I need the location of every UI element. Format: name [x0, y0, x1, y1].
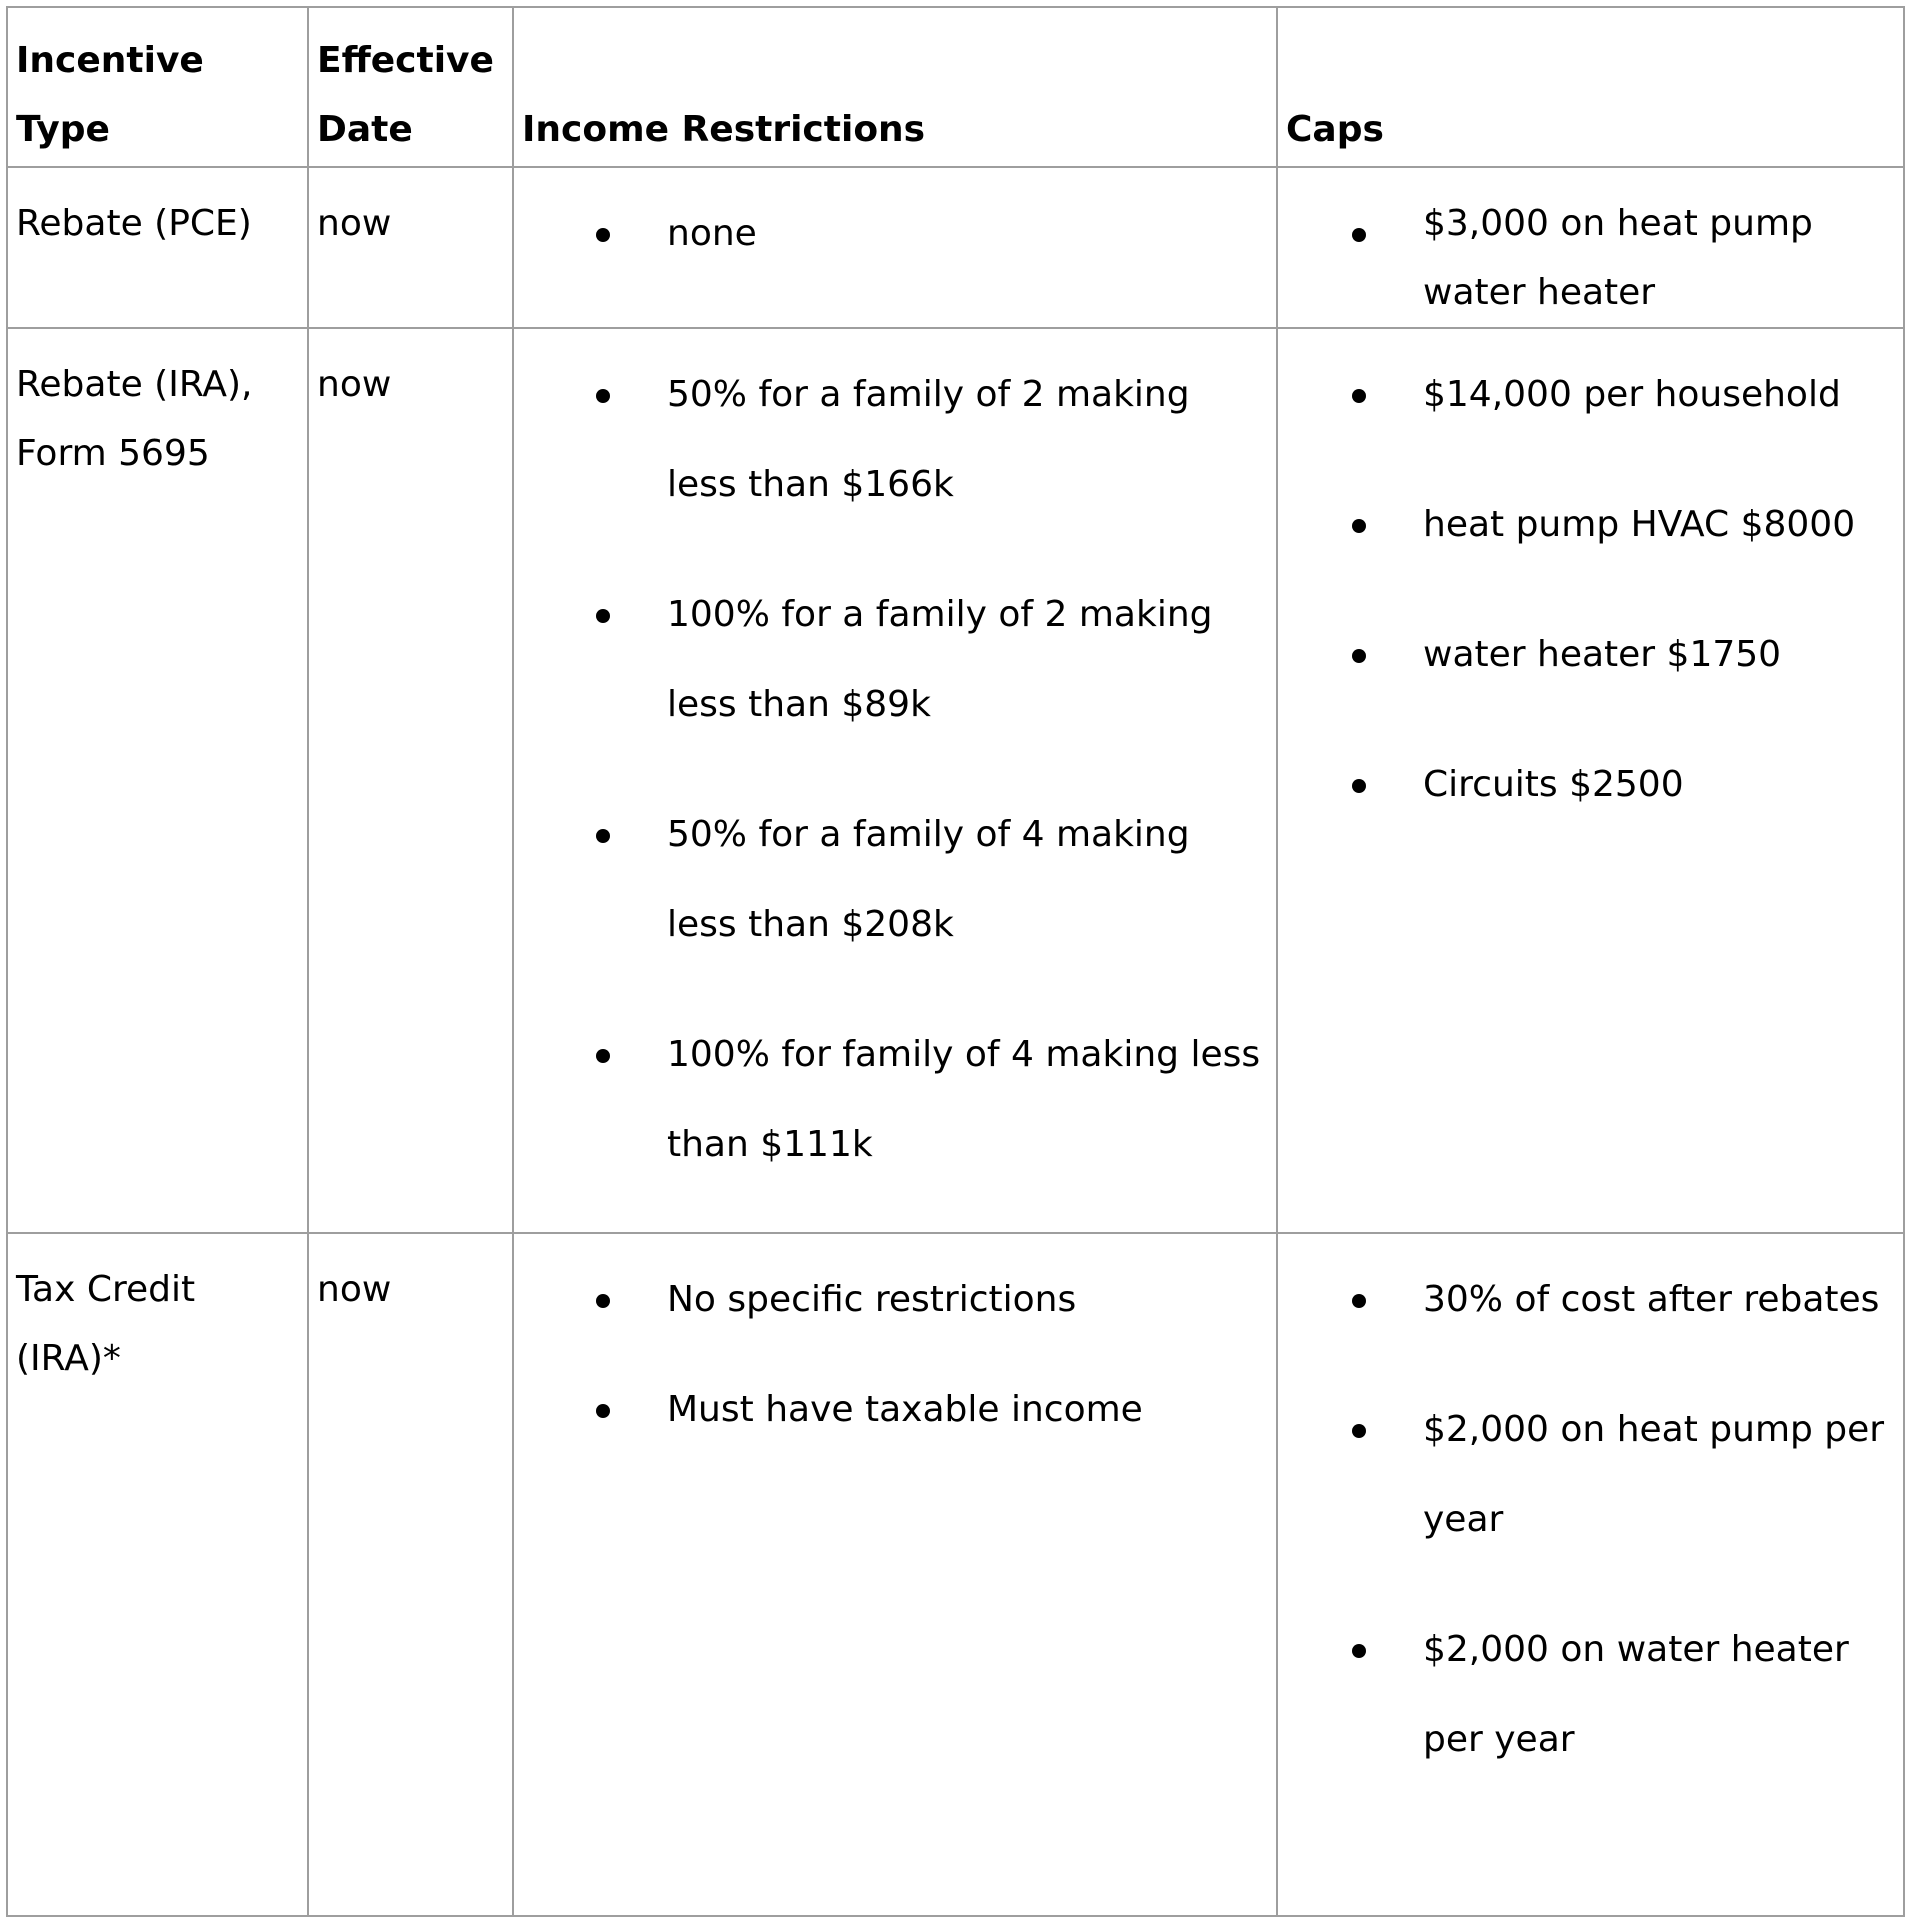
- income-restrictions-cell: [513, 167, 1277, 328]
- list-item: Circuits $2500: [1278, 740, 1895, 830]
- income-restrictions-cell: [513, 328, 1277, 1233]
- list-item: 50% for a family of 2 making less than $166k: [514, 350, 1268, 530]
- caps-cell: [1277, 328, 1904, 1233]
- incentives-table: [6, 6, 1905, 1917]
- list-item: $2,000 on water heater per year: [1278, 1605, 1895, 1785]
- header-incentive-type: Incentive Type: [7, 7, 308, 167]
- list-item: $14,000 per household: [1278, 350, 1895, 440]
- effective-date-cell: now: [308, 328, 513, 1233]
- list-item: 50% for a family of 4 making less than $208k: [514, 790, 1268, 970]
- effective-date-cell: now: [308, 1233, 513, 1916]
- income-list: [514, 329, 1276, 1190]
- header-effective-date: Effective Date: [308, 7, 513, 167]
- caps-list: [1278, 168, 1903, 327]
- list-item: No specific restrictions: [514, 1255, 1268, 1345]
- caps-list: [1278, 1234, 1903, 1785]
- list-item: heat pump HVAC $8000: [1278, 480, 1895, 570]
- table-row: [7, 167, 1904, 328]
- header-row: [7, 7, 1904, 167]
- incentive-type-cell: Rebate (PCE): [7, 167, 308, 328]
- list-item: $2,000 on heat pump per year: [1278, 1385, 1895, 1565]
- table-row: [7, 1233, 1904, 1916]
- income-restrictions-cell: [513, 1233, 1277, 1916]
- incentive-type-cell: Rebate (IRA), Form 5695: [7, 328, 308, 1233]
- list-item: 100% for a family of 2 making less than $89k: [514, 570, 1268, 750]
- effective-date-cell: now: [308, 167, 513, 328]
- income-list: [514, 168, 1276, 279]
- caps-cell: [1277, 1233, 1904, 1916]
- income-list: [514, 1234, 1276, 1455]
- list-item: none: [514, 189, 1268, 279]
- list-item: Must have taxable income: [514, 1365, 1268, 1455]
- list-item: water heater $1750: [1278, 610, 1895, 700]
- table-row: [7, 328, 1904, 1233]
- caps-list: [1278, 329, 1903, 830]
- incentive-type-cell: Tax Credit (IRA)*: [7, 1233, 308, 1916]
- caps-cell: [1277, 167, 1904, 328]
- header-caps: Caps: [1277, 7, 1904, 167]
- list-item: $3,000 on heat pump water heater: [1278, 189, 1895, 327]
- list-item: 100% for family of 4 making less than $111k: [514, 1010, 1268, 1190]
- list-item: 30% of cost after rebates: [1278, 1255, 1895, 1345]
- header-income-restrictions: Income Restrictions: [513, 7, 1277, 167]
